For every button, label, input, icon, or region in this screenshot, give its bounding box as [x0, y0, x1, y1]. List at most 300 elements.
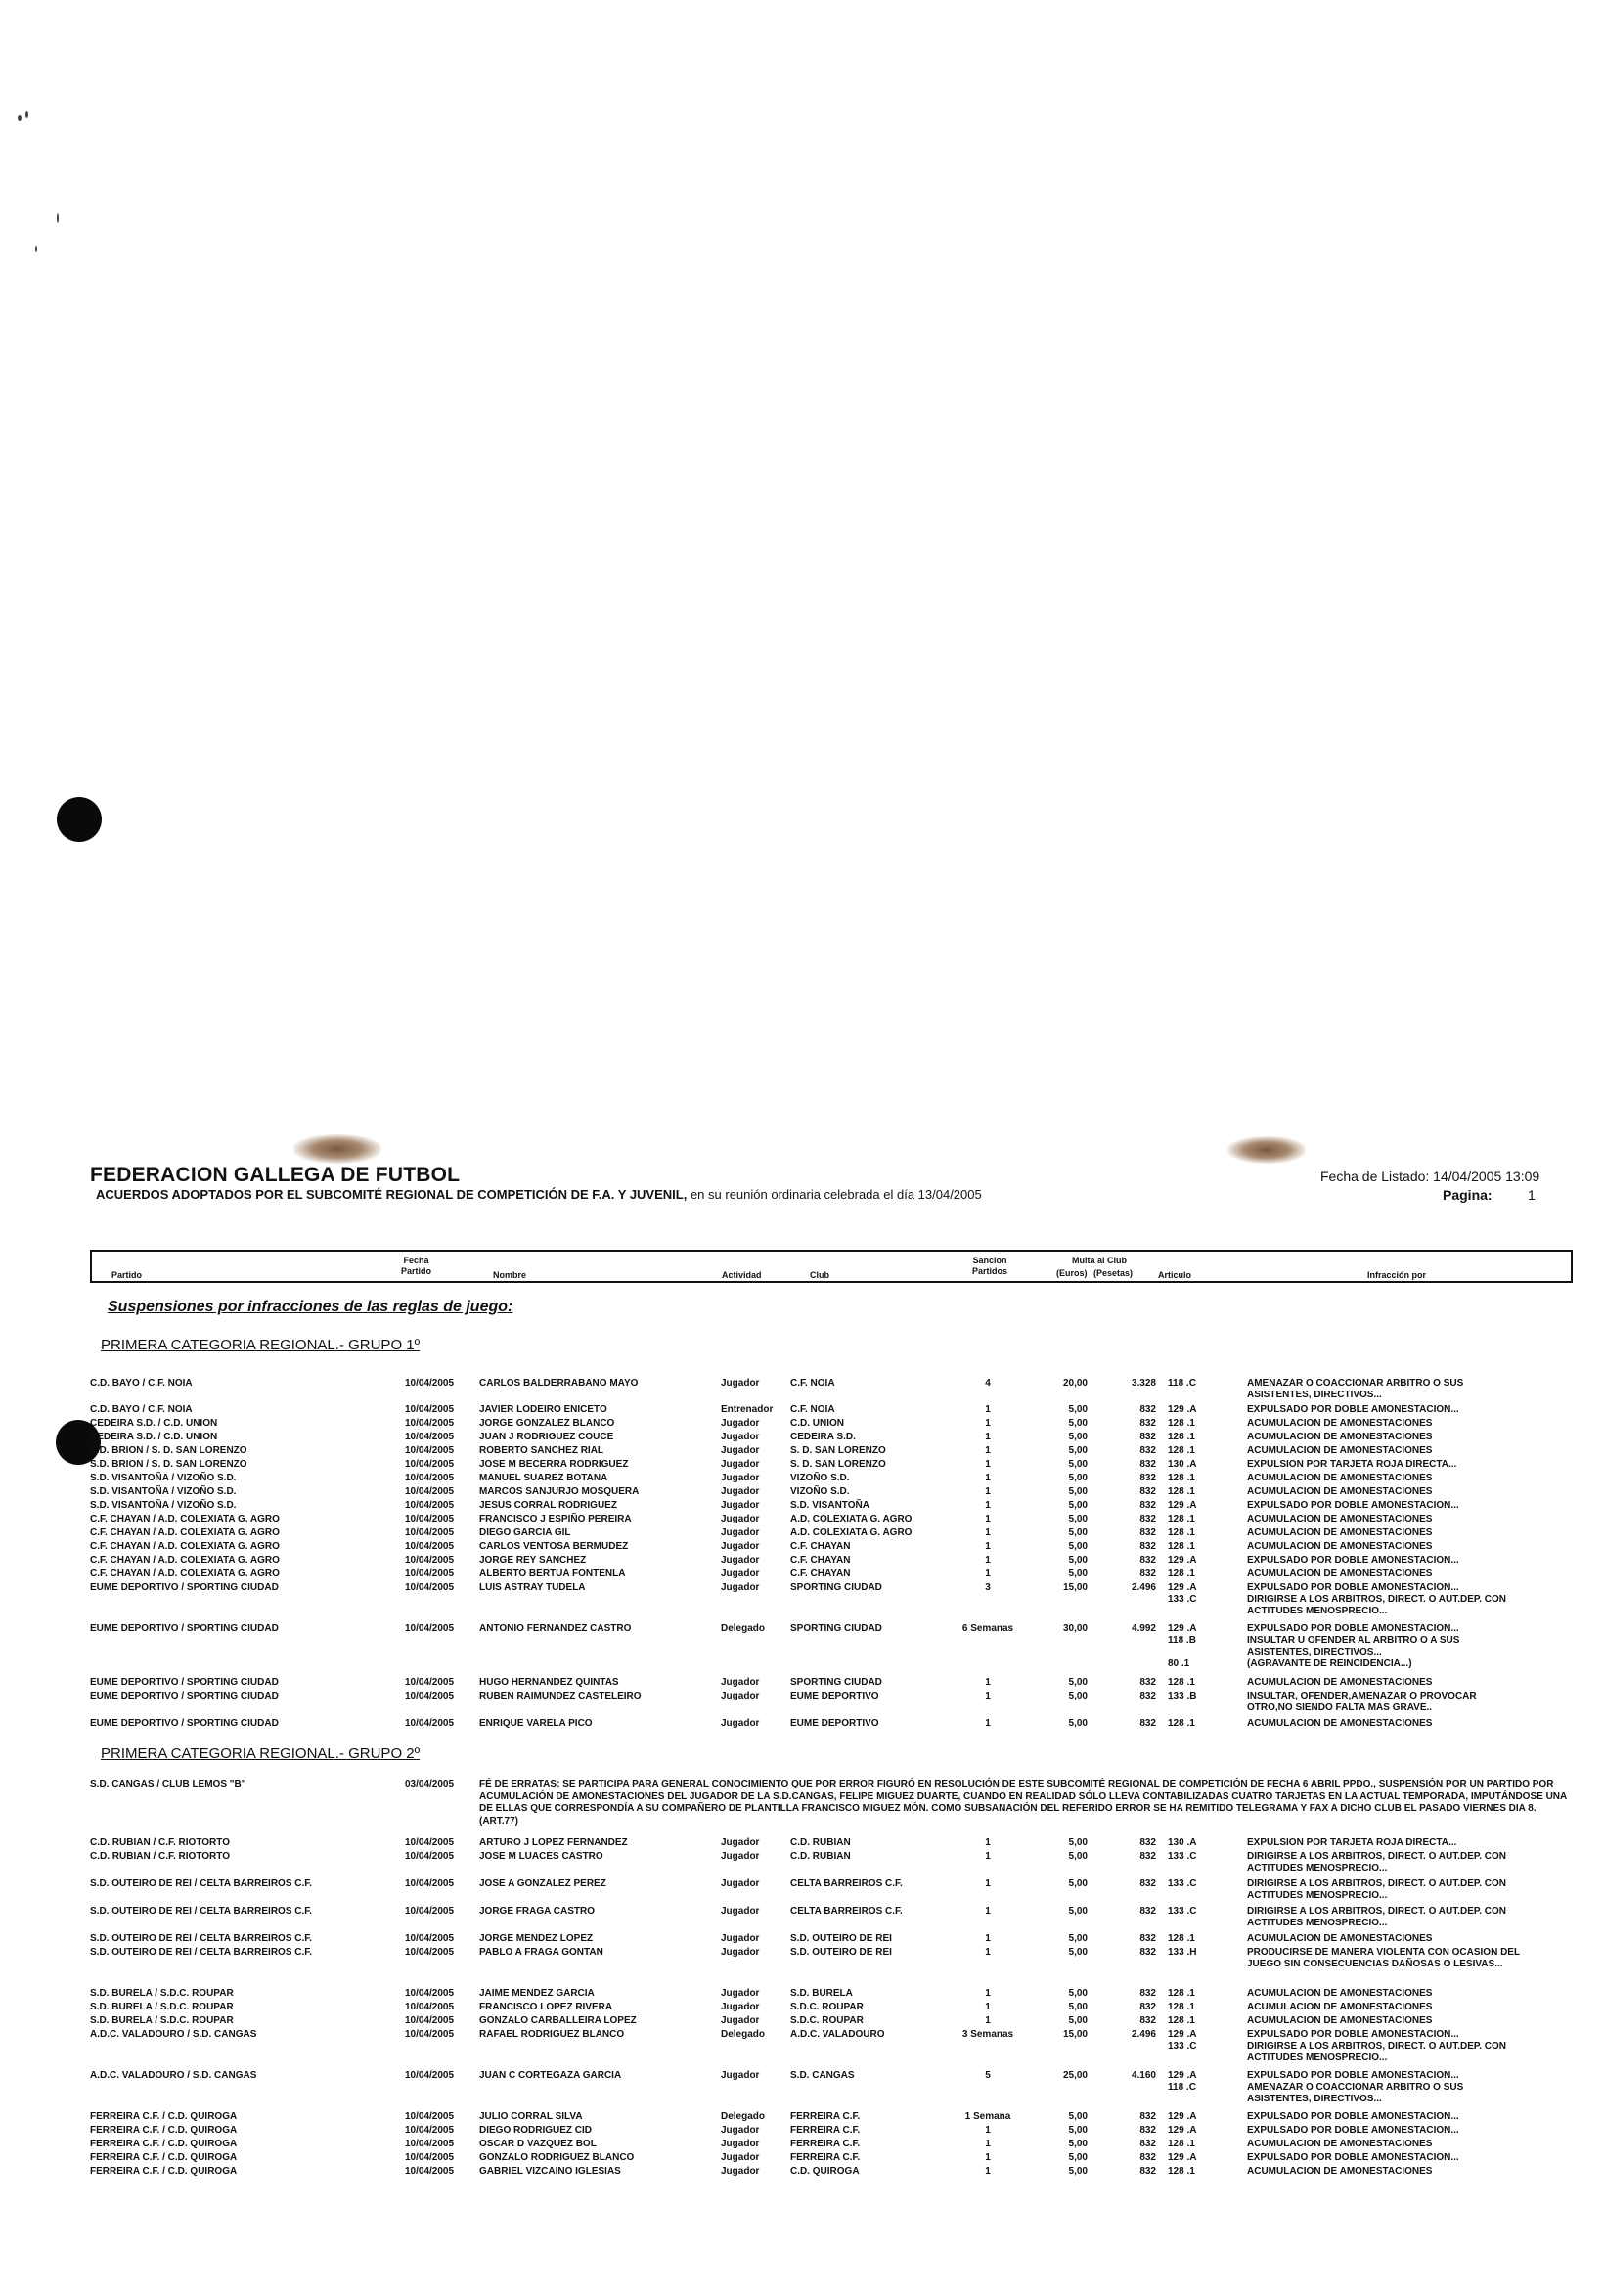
cell-euros: 5,00 — [1068, 1541, 1088, 1552]
cell-sancion: 1 — [985, 1906, 991, 1917]
cell-euros: 5,00 — [1068, 1555, 1088, 1566]
cell-infraccion: EXPULSADO POR DOBLE AMONESTACION... DIRIGIRSE A LOS ARBITROS, DIRECT. O AUT.DEP. CON ACTITUDES MENOSPRECIO... — [1247, 1582, 1507, 1616]
cell-euros: 5,00 — [1068, 1906, 1088, 1917]
cell-articulo: 128 .1 — [1168, 1473, 1195, 1483]
cell-club: C.D. RUBIAN — [790, 1851, 851, 1862]
cell-club: S.D. OUTEIRO DE REI — [790, 1947, 892, 1958]
note-partido: S.D. CANGAS / CLUB LEMOS "B" — [90, 1779, 246, 1789]
cell-partido: C.F. CHAYAN / A.D. COLEXIATA G. AGRO — [90, 1527, 280, 1538]
cell-pesetas: 832 — [1139, 2002, 1156, 2012]
cell-euros: 5,00 — [1068, 2002, 1088, 2012]
cell-fecha: 10/04/2005 — [405, 1418, 455, 1429]
cell-infraccion: EXPULSADO POR DOBLE AMONESTACION... INSULTAR U OFENDER AL ARBITRO O A SUS ASISTENTES, DIRECTIVOS... (AGRAVANTE DE REINCIDENCIA...) — [1247, 1623, 1460, 1669]
cell-euros: 5,00 — [1068, 1933, 1088, 1944]
cell-nombre: JOSE M LUACES CASTRO — [479, 1851, 603, 1862]
cell-club: S.D.C. ROUPAR — [790, 2015, 864, 2026]
cell-partido: S.D. OUTEIRO DE REI / CELTA BARREIROS C.F. — [90, 1947, 313, 1958]
cell-infraccion: ACUMULACION DE AMONESTACIONES — [1247, 1988, 1433, 1999]
cell-sancion: 1 — [985, 1445, 991, 1456]
cell-actividad: Jugador — [721, 2125, 760, 2136]
cell-euros: 15,00 — [1062, 2029, 1088, 2040]
cell-club: CELTA BARREIROS C.F. — [790, 1878, 903, 1889]
cell-euros: 5,00 — [1068, 1878, 1088, 1889]
cell-nombre: JORGE MENDEZ LOPEZ — [479, 1933, 594, 1944]
cell-fecha: 10/04/2005 — [405, 1947, 455, 1958]
cell-partido: S.D. BURELA / S.D.C. ROUPAR — [90, 1988, 234, 1999]
cell-infraccion: ACUMULACION DE AMONESTACIONES — [1247, 1568, 1433, 1579]
cell-euros: 5,00 — [1068, 1473, 1088, 1483]
cell-infraccion: ACUMULACION DE AMONESTACIONES — [1247, 1432, 1433, 1442]
cell-actividad: Jugador — [721, 2152, 760, 2163]
cell-actividad: Jugador — [721, 2070, 760, 2081]
cell-actividad: Delegado — [721, 2029, 766, 2040]
cell-sancion: 1 — [985, 1933, 991, 1944]
cell-infraccion: EXPULSADO POR DOBLE AMONESTACION... — [1247, 2152, 1459, 2163]
cell-sancion: 1 — [985, 2002, 991, 2012]
cell-partido: S.D. OUTEIRO DE REI / CELTA BARREIROS C.F. — [90, 1878, 313, 1889]
cell-sancion: 1 — [985, 1988, 991, 1999]
cell-nombre: JORGE REY SANCHEZ — [479, 1555, 587, 1566]
cell-pesetas: 832 — [1139, 2111, 1156, 2122]
cell-euros: 5,00 — [1068, 2152, 1088, 2163]
cell-club: VIZOÑO S.D. — [790, 1473, 850, 1483]
cell-articulo: 133 .H — [1168, 1947, 1197, 1958]
cell-partido: S.D. VISANTOÑA / VIZOÑO S.D. — [90, 1486, 237, 1497]
cell-club: FERREIRA C.F. — [790, 2111, 861, 2122]
cell-fecha: 10/04/2005 — [405, 1404, 455, 1415]
cell-club: A.D. COLEXIATA G. AGRO — [790, 1527, 913, 1538]
cell-pesetas: 832 — [1139, 1432, 1156, 1442]
cell-pesetas: 832 — [1139, 1718, 1156, 1729]
cell-sancion: 1 — [985, 1486, 991, 1497]
cell-sancion: 1 — [985, 1541, 991, 1552]
cell-infraccion: ACUMULACION DE AMONESTACIONES — [1247, 1677, 1433, 1688]
cell-actividad: Jugador — [721, 1691, 760, 1701]
cell-nombre: GONZALO CARBALLEIRA LOPEZ — [479, 2015, 637, 2026]
cell-fecha: 10/04/2005 — [405, 2002, 455, 2012]
cell-club: C.F. CHAYAN — [790, 1568, 851, 1579]
cell-fecha: 10/04/2005 — [405, 2152, 455, 2163]
cell-partido: S.D. VISANTOÑA / VIZOÑO S.D. — [90, 1473, 237, 1483]
cell-articulo: 128 .1 — [1168, 2166, 1195, 2177]
section-title: Suspensiones por infracciones de las reglas de juego: — [108, 1299, 513, 1315]
cell-club: S. D. SAN LORENZO — [790, 1445, 886, 1456]
cell-fecha: 10/04/2005 — [405, 1432, 455, 1442]
cell-euros: 5,00 — [1068, 1486, 1088, 1497]
cell-euros: 5,00 — [1068, 2166, 1088, 2177]
cell-nombre: JAIME MENDEZ GARCIA — [479, 1988, 595, 1999]
cell-sancion: 1 — [985, 1837, 991, 1848]
cell-euros: 5,00 — [1068, 1418, 1088, 1429]
cell-nombre: JOSE A GONZALEZ PEREZ — [479, 1878, 606, 1889]
cell-fecha: 10/04/2005 — [405, 1527, 455, 1538]
cell-partido: C.D. RUBIAN / C.F. RIOTORTO — [90, 1851, 230, 1862]
cell-partido: S.D. OUTEIRO DE REI / CELTA BARREIROS C.F. — [90, 1933, 313, 1944]
cell-fecha: 10/04/2005 — [405, 1878, 455, 1889]
cell-nombre: JORGE GONZALEZ BLANCO — [479, 1418, 615, 1429]
cell-euros: 5,00 — [1068, 1527, 1088, 1538]
cell-euros: 15,00 — [1062, 1582, 1088, 1593]
cell-club: VIZOÑO S.D. — [790, 1486, 850, 1497]
cell-partido: A.D.C. VALADOURO / S.D. CANGAS — [90, 2070, 257, 2081]
cell-partido: FERREIRA C.F. / C.D. QUIROGA — [90, 2111, 238, 2122]
cell-actividad: Jugador — [721, 1837, 760, 1848]
cell-fecha: 10/04/2005 — [405, 1851, 455, 1862]
cell-fecha: 10/04/2005 — [405, 1906, 455, 1917]
cell-infraccion: EXPULSADO POR DOBLE AMONESTACION... — [1247, 2125, 1459, 2136]
cell-articulo: 129 .A 118 .B 80 .1 — [1168, 1623, 1197, 1669]
cell-nombre: DIEGO RODRIGUEZ CID — [479, 2125, 593, 2136]
cell-fecha: 10/04/2005 — [405, 1459, 455, 1470]
cell-partido: EUME DEPORTIVO / SPORTING CIUDAD — [90, 1677, 279, 1688]
cell-articulo: 128 .1 — [1168, 1718, 1195, 1729]
cell-pesetas: 832 — [1139, 1473, 1156, 1483]
cell-actividad: Jugador — [721, 2139, 760, 2149]
cell-actividad: Jugador — [721, 1378, 760, 1389]
cell-partido: S.D. BRION / S. D. SAN LORENZO — [90, 1445, 247, 1456]
cell-nombre: ANTONIO FERNANDEZ CASTRO — [479, 1623, 632, 1634]
cell-sancion: 1 — [985, 1514, 991, 1524]
cell-nombre: MARCOS SANJURJO MOSQUERA — [479, 1486, 640, 1497]
cell-club: C.D. RUBIAN — [790, 1837, 851, 1848]
cell-sancion: 1 — [985, 1568, 991, 1579]
cell-partido: EUME DEPORTIVO / SPORTING CIUDAD — [90, 1718, 279, 1729]
cell-articulo: 129 .A — [1168, 2111, 1197, 2122]
coffee-stain — [1227, 1136, 1306, 1164]
cell-infraccion: EXPULSADO POR DOBLE AMONESTACION... AMENAZAR O COACCIONAR ARBITRO O SUS ASISTENTES, DIRECTIVOS... — [1247, 2070, 1464, 2104]
col-header-nombre: Nombre — [493, 1270, 527, 1280]
cell-club: S.D. CANGAS — [790, 2070, 855, 2081]
cell-pesetas: 832 — [1139, 1691, 1156, 1701]
cell-club: S.D. OUTEIRO DE REI — [790, 1933, 892, 1944]
cell-infraccion: ACUMULACION DE AMONESTACIONES — [1247, 2139, 1433, 2149]
cell-nombre: FRANCISCO LOPEZ RIVERA — [479, 2002, 613, 2012]
cell-articulo: 128 .1 — [1168, 1541, 1195, 1552]
cell-euros: 5,00 — [1068, 1445, 1088, 1456]
cell-nombre: RAFAEL RODRIGUEZ BLANCO — [479, 2029, 625, 2040]
cell-nombre: JUAN C CORTEGAZA GARCIA — [479, 2070, 622, 2081]
cell-actividad: Jugador — [721, 2166, 760, 2177]
cell-nombre: FRANCISCO J ESPIÑO PEREIRA — [479, 1514, 632, 1524]
cell-nombre: RUBEN RAIMUNDEZ CASTELEIRO — [479, 1691, 642, 1701]
cell-infraccion: ACUMULACION DE AMONESTACIONES — [1247, 2002, 1433, 2012]
cell-articulo: 133 .C — [1168, 1851, 1197, 1862]
cell-articulo: 129 .A — [1168, 1500, 1197, 1511]
cell-nombre: HUGO HERNANDEZ QUINTAS — [479, 1677, 619, 1688]
punch-hole — [57, 797, 102, 842]
cell-articulo: 128 .1 — [1168, 1988, 1195, 1999]
cell-actividad: Jugador — [721, 1947, 760, 1958]
cell-actividad: Jugador — [721, 1500, 760, 1511]
cell-pesetas: 3.328 — [1131, 1378, 1156, 1389]
errata-note: FÉ DE ERRATAS: SE PARTICIPA PARA GENERAL CONOCIMIENTO QUE POR ERROR FIGURÓ EN RESOLUCIÓN DE ESTE SUBCOMITÉ REGIONAL DE COMPETICIÓN DE FECHA 6 ABRIL PPDO., SUSPENSIÓN POR UN PARTIDO POR ACUMULACIÓN DE AMONESTACIONES DEL JUGADOR DE LA S.D.CANGAS, FELIPE MIGUEZ DUARTE, CUANDO EN REALIDAD SÓLO LLEVA CONTABILIZADAS CUATRO TARJETAS EN LA ACTUAL TEMPORADA, IMPUTÁNDOSE UNA DE ELLAS QUE CORRESPONDÍA A SU COMPAÑERO DE PLANTILLA FRANCISCO MIGUEZ MÓN. COMO SUBSANACIÓN DEL REFERIDO ERROR SE HA REMITIDO TELEGRAMA Y FAX A DICHO CLUB EL PASADO VIERNES DIA 8.(ART.77) — [479, 1779, 1567, 1827]
cell-actividad: Jugador — [721, 2002, 760, 2012]
cell-pesetas: 832 — [1139, 1418, 1156, 1429]
cell-pesetas: 2.496 — [1131, 2029, 1156, 2040]
cell-fecha: 10/04/2005 — [405, 1837, 455, 1848]
cell-pesetas: 832 — [1139, 1486, 1156, 1497]
cell-fecha: 10/04/2005 — [405, 2070, 455, 2081]
cell-partido: S.D. BURELA / S.D.C. ROUPAR — [90, 2015, 234, 2026]
cell-articulo: 130 .A — [1168, 1837, 1197, 1848]
cell-fecha: 10/04/2005 — [405, 1445, 455, 1456]
cell-articulo: 129 .A — [1168, 2125, 1197, 2136]
cell-pesetas: 832 — [1139, 1459, 1156, 1470]
cell-actividad: Jugador — [721, 1459, 760, 1470]
cell-infraccion: ACUMULACION DE AMONESTACIONES — [1247, 1445, 1433, 1456]
cell-fecha: 10/04/2005 — [405, 1568, 455, 1579]
cell-fecha: 10/04/2005 — [405, 1988, 455, 1999]
cell-fecha: 10/04/2005 — [405, 2166, 455, 2177]
cell-sancion: 3 — [985, 1582, 991, 1593]
col-header-articulo: Articulo — [1158, 1270, 1192, 1280]
cell-partido: C.D. BAYO / C.F. NOIA — [90, 1378, 193, 1389]
cell-fecha: 10/04/2005 — [405, 1691, 455, 1701]
cell-sancion: 1 — [985, 1555, 991, 1566]
cell-pesetas: 832 — [1139, 1404, 1156, 1415]
cell-fecha: 10/04/2005 — [405, 1582, 455, 1593]
cell-actividad: Jugador — [721, 1582, 760, 1593]
cell-infraccion: EXPULSADO POR DOBLE AMONESTACION... — [1247, 1555, 1459, 1566]
subtitle-normal: en su reunión ordinaria celebrada el día 13/04/2005 — [687, 1187, 982, 1202]
cell-actividad: Jugador — [721, 1418, 760, 1429]
cell-infraccion: DIRIGIRSE A LOS ARBITROS, DIRECT. O AUT.DEP. CON ACTITUDES MENOSPRECIO... — [1247, 1878, 1507, 1901]
organization-title: FEDERACION GALLEGA DE FUTBOL — [90, 1164, 461, 1186]
cell-infraccion: ACUMULACION DE AMONESTACIONES — [1247, 1486, 1433, 1497]
cell-infraccion: ACUMULACION DE AMONESTACIONES — [1247, 1473, 1433, 1483]
cell-articulo: 128 .1 — [1168, 1486, 1195, 1497]
cell-infraccion: EXPULSADO POR DOBLE AMONESTACION... — [1247, 2111, 1459, 2122]
cell-actividad: Jugador — [721, 1878, 760, 1889]
cell-articulo: 128 .1 — [1168, 1527, 1195, 1538]
cell-club: EUME DEPORTIVO — [790, 1718, 879, 1729]
cell-sancion: 1 — [985, 1432, 991, 1442]
col-header-euros: (Euros) — [1056, 1268, 1088, 1278]
cell-club: C.F. CHAYAN — [790, 1555, 851, 1566]
cell-fecha: 10/04/2005 — [405, 1514, 455, 1524]
cell-nombre: LUIS ASTRAY TUDELA — [479, 1582, 586, 1593]
cell-club: A.D. COLEXIATA G. AGRO — [790, 1514, 913, 1524]
cell-partido: FERREIRA C.F. / C.D. QUIROGA — [90, 2166, 238, 2177]
cell-sancion: 1 — [985, 2139, 991, 2149]
cell-partido: CEDEIRA S.D. / C.D. UNION — [90, 1418, 218, 1429]
subtitle-bold: ACUERDOS ADOPTADOS POR EL SUBCOMITÉ REGIONAL DE COMPETICIÓN DE F.A. Y JUVENIL, — [96, 1187, 688, 1202]
cell-articulo: 128 .1 — [1168, 1568, 1195, 1579]
cell-actividad: Delegado — [721, 2111, 766, 2122]
cell-fecha: 10/04/2005 — [405, 1623, 455, 1634]
cell-fecha: 10/04/2005 — [405, 2139, 455, 2149]
cell-club: CEDEIRA S.D. — [790, 1432, 856, 1442]
cell-partido: S.D. OUTEIRO DE REI / CELTA BARREIROS C.F. — [90, 1906, 313, 1917]
cell-articulo: 129 .A 133 .C — [1168, 1582, 1197, 1605]
listing-date: Fecha de Listado: 14/04/2005 13:09 — [1320, 1169, 1540, 1184]
cell-nombre: JESUS CORRAL RODRIGUEZ — [479, 1500, 617, 1511]
cell-euros: 5,00 — [1068, 2015, 1088, 2026]
cell-euros: 5,00 — [1068, 1718, 1088, 1729]
cell-club: S.D. BURELA — [790, 1988, 853, 1999]
cell-actividad: Jugador — [721, 1486, 760, 1497]
cell-articulo: 128 .1 — [1168, 1418, 1195, 1429]
cell-nombre: JAVIER LODEIRO ENICETO — [479, 1404, 607, 1415]
cell-euros: 20,00 — [1062, 1378, 1088, 1389]
cell-fecha: 10/04/2005 — [405, 2015, 455, 2026]
cell-pesetas: 832 — [1139, 2015, 1156, 2026]
cell-fecha: 10/04/2005 — [405, 1677, 455, 1688]
cell-pesetas: 832 — [1139, 2166, 1156, 2177]
group-title-1: PRIMERA CATEGORIA REGIONAL.- GRUPO 1º — [101, 1337, 421, 1353]
cell-actividad: Jugador — [721, 1851, 760, 1862]
cell-pesetas: 832 — [1139, 1947, 1156, 1958]
cell-pesetas: 832 — [1139, 1851, 1156, 1862]
cell-pesetas: 832 — [1139, 1445, 1156, 1456]
cell-actividad: Jugador — [721, 1555, 760, 1566]
cell-club: EUME DEPORTIVO — [790, 1691, 879, 1701]
note-fecha: 03/04/2005 — [405, 1779, 455, 1789]
cell-actividad: Jugador — [721, 2015, 760, 2026]
cell-pesetas: 832 — [1139, 1568, 1156, 1579]
scan-speck — [35, 246, 37, 252]
cell-euros: 30,00 — [1062, 1623, 1088, 1634]
col-header-partido: Partido — [111, 1270, 143, 1280]
cell-euros: 5,00 — [1068, 1514, 1088, 1524]
cell-euros: 25,00 — [1062, 2070, 1088, 2081]
cell-partido: C.F. CHAYAN / A.D. COLEXIATA G. AGRO — [90, 1555, 280, 1566]
cell-euros: 5,00 — [1068, 1459, 1088, 1470]
cell-euros: 5,00 — [1068, 2125, 1088, 2136]
cell-actividad: Jugador — [721, 1445, 760, 1456]
cell-partido: EUME DEPORTIVO / SPORTING CIUDAD — [90, 1582, 279, 1593]
cell-infraccion: EXPULSION POR TARJETA ROJA DIRECTA... — [1247, 1459, 1457, 1470]
cell-sancion: 1 — [985, 1473, 991, 1483]
cell-nombre: OSCAR D VAZQUEZ BOL — [479, 2139, 597, 2149]
cell-club: C.D. QUIROGA — [790, 2166, 860, 2177]
cell-nombre: JUAN J RODRIGUEZ COUCE — [479, 1432, 614, 1442]
cell-nombre: ALBERTO BERTUA FONTENLA — [479, 1568, 626, 1579]
cell-actividad: Entrenador — [721, 1404, 774, 1415]
cell-partido: S.D. BRION / S. D. SAN LORENZO — [90, 1459, 247, 1470]
cell-articulo: 129 .A — [1168, 1404, 1197, 1415]
cell-pesetas: 832 — [1139, 1527, 1156, 1538]
cell-fecha: 10/04/2005 — [405, 1500, 455, 1511]
cell-club: C.D. UNION — [790, 1418, 844, 1429]
cell-nombre: JORGE FRAGA CASTRO — [479, 1906, 595, 1917]
page-label: Pagina: — [1443, 1187, 1493, 1203]
cell-euros: 5,00 — [1068, 1677, 1088, 1688]
cell-actividad: Delegado — [721, 1623, 766, 1634]
cell-pesetas: 832 — [1139, 1500, 1156, 1511]
cell-pesetas: 2.496 — [1131, 1582, 1156, 1593]
cell-actividad: Jugador — [721, 1514, 760, 1524]
cell-club: FERREIRA C.F. — [790, 2125, 861, 2136]
cell-articulo: 128 .1 — [1168, 1933, 1195, 1944]
cell-euros: 5,00 — [1068, 2111, 1088, 2122]
cell-articulo: 133 .C — [1168, 1906, 1197, 1917]
cell-sancion: 5 — [985, 2070, 991, 2081]
cell-articulo: 133 .C — [1168, 1878, 1197, 1889]
cell-infraccion: ACUMULACION DE AMONESTACIONES — [1247, 1718, 1433, 1729]
cell-sancion: 1 — [985, 2152, 991, 2163]
cell-partido: C.D. BAYO / C.F. NOIA — [90, 1404, 193, 1415]
cell-articulo: 128 .1 — [1168, 2139, 1195, 2149]
cell-partido: CEDEIRA S.D. / C.D. UNION — [90, 1432, 218, 1442]
cell-articulo: 128 .1 — [1168, 1514, 1195, 1524]
cell-articulo: 128 .1 — [1168, 1677, 1195, 1688]
cell-fecha: 10/04/2005 — [405, 1933, 455, 1944]
cell-actividad: Jugador — [721, 1718, 760, 1729]
cell-sancion: 1 — [985, 2166, 991, 2177]
cell-infraccion: ACUMULACION DE AMONESTACIONES — [1247, 2015, 1433, 2026]
cell-club: SPORTING CIUDAD — [790, 1677, 882, 1688]
cell-club: SPORTING CIUDAD — [790, 1623, 882, 1634]
cell-fecha: 10/04/2005 — [405, 1378, 455, 1389]
cell-actividad: Jugador — [721, 1473, 760, 1483]
cell-pesetas: 832 — [1139, 2125, 1156, 2136]
cell-infraccion: ACUMULACION DE AMONESTACIONES — [1247, 1418, 1433, 1429]
cell-infraccion: PRODUCIRSE DE MANERA VIOLENTA CON OCASION DEL JUEGO SIN CONSECUENCIAS DAÑOSAS O LESIVAS... — [1247, 1947, 1521, 1969]
col-header-actividad: Actividad — [722, 1270, 762, 1280]
cell-nombre: JOSE M BECERRA RODRIGUEZ — [479, 1459, 629, 1470]
cell-pesetas: 832 — [1139, 2152, 1156, 2163]
cell-actividad: Jugador — [721, 1988, 760, 1999]
cell-pesetas: 4.992 — [1131, 1623, 1156, 1634]
col-header-sancion: Sancion Partidos — [972, 1256, 1008, 1276]
cell-euros: 5,00 — [1068, 1404, 1088, 1415]
cell-sancion: 1 — [985, 1878, 991, 1889]
cell-actividad: Jugador — [721, 1906, 760, 1917]
cell-infraccion: ACUMULACION DE AMONESTACIONES — [1247, 1514, 1433, 1524]
cell-fecha: 10/04/2005 — [405, 2111, 455, 2122]
coffee-stain — [293, 1134, 381, 1164]
cell-sancion: 1 — [985, 1851, 991, 1862]
cell-pesetas: 832 — [1139, 1514, 1156, 1524]
cell-partido: EUME DEPORTIVO / SPORTING CIUDAD — [90, 1623, 279, 1634]
cell-euros: 5,00 — [1068, 1432, 1088, 1442]
report-subtitle — [96, 1187, 982, 1202]
cell-articulo: 129 .A — [1168, 2152, 1197, 2163]
cell-articulo: 118 .C — [1168, 1378, 1196, 1389]
cell-fecha: 10/04/2005 — [405, 1486, 455, 1497]
cell-nombre: ENRIQUE VARELA PICO — [479, 1718, 593, 1729]
cell-club: CELTA BARREIROS C.F. — [790, 1906, 903, 1917]
cell-sancion: 1 — [985, 1459, 991, 1470]
cell-partido: FERREIRA C.F. / C.D. QUIROGA — [90, 2152, 238, 2163]
cell-nombre: GONZALO RODRIGUEZ BLANCO — [479, 2152, 635, 2163]
scan-speck — [57, 213, 59, 223]
cell-articulo: 128 .1 — [1168, 1432, 1195, 1442]
cell-sancion: 1 — [985, 1527, 991, 1538]
cell-partido: C.D. RUBIAN / C.F. RIOTORTO — [90, 1837, 230, 1848]
cell-euros: 5,00 — [1068, 1691, 1088, 1701]
cell-sancion: 1 — [985, 1418, 991, 1429]
cell-articulo: 130 .A — [1168, 1459, 1197, 1470]
scan-speck — [18, 115, 22, 121]
cell-partido: FERREIRA C.F. / C.D. QUIROGA — [90, 2139, 238, 2149]
group-title-2: PRIMERA CATEGORIA REGIONAL.- GRUPO 2º — [101, 1745, 421, 1762]
cell-fecha: 10/04/2005 — [405, 1541, 455, 1552]
cell-nombre: CARLOS BALDERRABANO MAYO — [479, 1378, 639, 1389]
cell-sancion: 1 — [985, 1677, 991, 1688]
cell-euros: 5,00 — [1068, 1988, 1088, 1999]
cell-club: C.F. NOIA — [790, 1404, 835, 1415]
cell-articulo: 129 .A — [1168, 1555, 1197, 1566]
cell-club: C.F. NOIA — [790, 1378, 835, 1389]
cell-pesetas: 832 — [1139, 1906, 1156, 1917]
cell-club: A.D.C. VALADOURO — [790, 2029, 885, 2040]
cell-nombre: GABRIEL VIZCAINO IGLESIAS — [479, 2166, 621, 2177]
cell-sancion: 1 — [985, 2125, 991, 2136]
cell-sancion: 1 — [985, 1718, 991, 1729]
cell-pesetas: 832 — [1139, 1555, 1156, 1566]
